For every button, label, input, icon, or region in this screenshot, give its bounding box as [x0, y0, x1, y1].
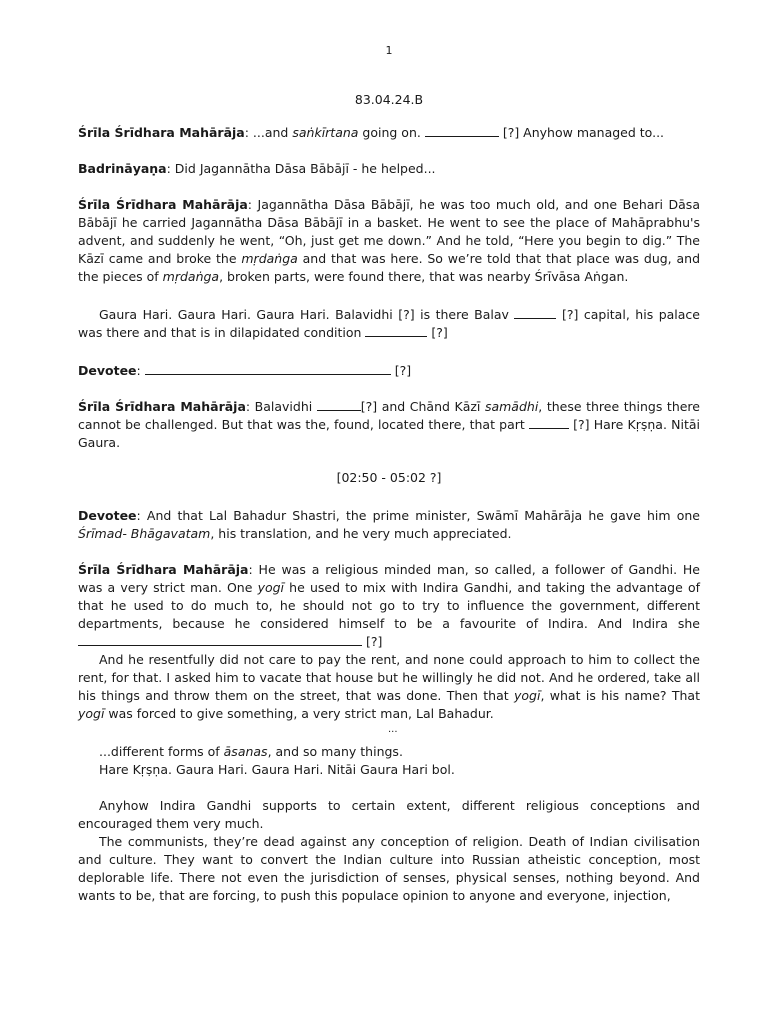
- speaker-label: Devotee: [78, 508, 137, 523]
- speaker-label: Śrīla Śrīdhara Mahārāja: [78, 125, 245, 140]
- speaker-label: Devotee: [78, 363, 137, 378]
- paragraph-12: Anyhow Indira Gandhi supports to certain extent, different religious conceptions and encouraged them very much.: [78, 798, 700, 831]
- paragraph-11: Hare Kṛṣṇa. Gaura Hari. Gaura Hari. Nitāi Gaura Hari bol.: [99, 762, 455, 777]
- timestamp-marker: [02:50 - 05:02 ?]: [336, 470, 442, 485]
- blank-line: [514, 307, 556, 319]
- blank-line: [425, 125, 499, 137]
- blank-line: [145, 363, 391, 375]
- paragraph-4: Gaura Hari. Gaura Hari. Gaura Hari. Balavidhi [?] is there Balav [?] capital, his palace was there and that is in dilapidated condition [?]: [78, 307, 700, 340]
- paragraph-5: Devotee: [?]: [78, 363, 412, 378]
- paragraph-7: Devotee: And that Lal Bahadur Shastri, the prime minister, Swāmī Mahārāja he gave him one Śrīmad- Bhāgavatam, his translation, and he very much appreciated.: [78, 508, 700, 541]
- blank-line: [529, 417, 569, 429]
- paragraph-9: And he resentfully did not care to pay the rent, and none could approach to him to collect the rent, for that. I asked him to vacate that house but he willingly he did not. And he ordered, take all his things and throw them on the street, that was done. Then that yogī, what is his name? That yogī was forced to give something, a very strict man, Lal Bahadur.: [78, 652, 700, 721]
- speaker-label: Badrināyaṇa: [78, 161, 167, 176]
- blank-line: [317, 399, 361, 411]
- paragraph-3: Śrīla Śrīdhara Mahārāja: Jagannātha Dāsa Bābājī, he was too much old, and one Behari Dāsa Bābājī he carried Jagannātha Dāsa Bābājī in a basket. He went to see the place of Mahāprabhu's advent, and suddenly he went, “Oh, just get me down.” And he told, “Here you begin to dig.” The Kāzī came and broke the mṛdaṅga and that was here. So we’re told that that place was dug, and the pieces of mṛdaṅga, broken parts, were found there, that was nearby Śrīvāsa Aṅgan.: [78, 197, 700, 284]
- paragraph-13: The communists, they’re dead against any conception of religion. Death of Indian civilisation and culture. They want to convert the Indian culture into Russian atheistic conception, most deplorable life. There not even the jurisdiction of senses, physical senses, nothing beyond. And wants to be, that are forcing, to push this populace opinion to anyone and everyone, injection,: [78, 834, 700, 903]
- transcript-date-code: 83.04.24.B: [354, 92, 424, 107]
- ellipsis: ...: [388, 724, 398, 735]
- blank-line: [78, 634, 362, 646]
- speaker-label: Śrīla Śrīdhara Mahārāja: [78, 399, 246, 414]
- page-number: 1: [385, 44, 393, 57]
- paragraph-2: Badrināyaṇa: Did Jagannātha Dāsa Bābājī - he helped...: [78, 161, 436, 176]
- paragraph-10: ...different forms of āsanas, and so many things.: [99, 744, 403, 759]
- speaker-label: Śrīla Śrīdhara Mahārāja: [78, 562, 249, 577]
- paragraph-6: Śrīla Śrīdhara Mahārāja: Balavidhi [?] and Chānd Kāzī samādhi, these three things there cannot be challenged. But that was the, found, located there, that part [?] Hare Kṛṣṇa. Nitāi Gaura.: [78, 399, 700, 450]
- speaker-label: Śrīla Śrīdhara Mahārāja: [78, 197, 248, 212]
- paragraph-1: Śrīla Śrīdhara Mahārāja: ...and saṅkīrtana going on. [?] Anyhow managed to...: [78, 125, 665, 140]
- paragraph-8: Śrīla Śrīdhara Mahārāja: He was a religious minded man, so called, a follower of Gandhi. He was a very strict man. One yogī he used to mix with Indira Gandhi, and taking the advantage of that he used to do much to, he should not go to try to influence the government, different departments, because he considered himself to be a favourite of Indira. And Indira she [?]: [78, 562, 700, 649]
- blank-line: [365, 325, 427, 337]
